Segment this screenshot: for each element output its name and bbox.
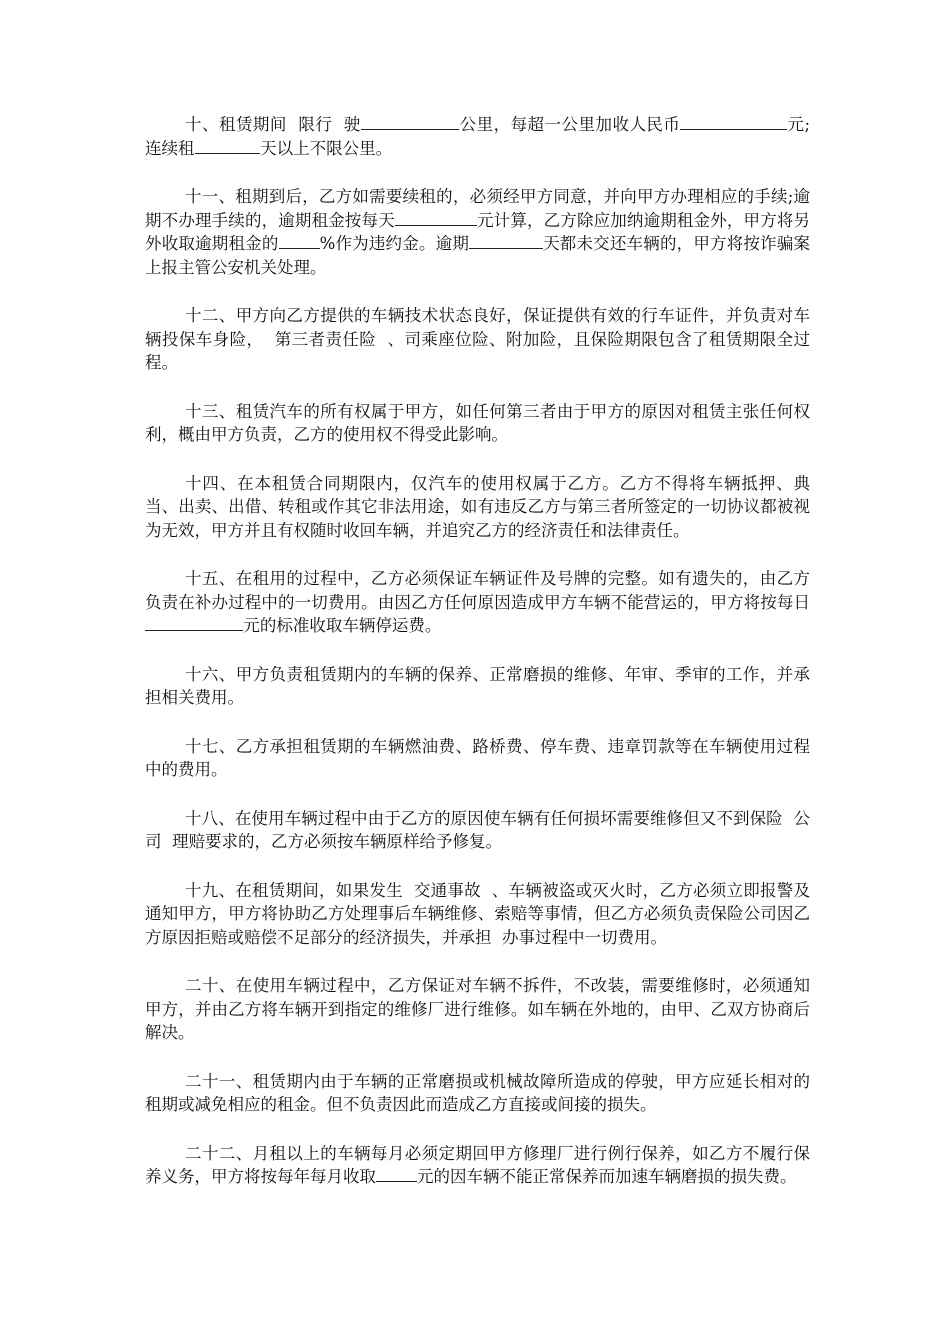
clause-10 <box>145 113 810 160</box>
fill-in-blank[interactable] <box>395 209 477 226</box>
clause-19 <box>145 879 810 950</box>
fill-in-blank[interactable] <box>469 232 543 249</box>
clause-13 <box>145 400 810 447</box>
clause-20 <box>145 974 810 1045</box>
fill-in-blank[interactable] <box>680 113 787 130</box>
clause-text: 十九、在租赁期间，如果发生 交通事故 、车辆被盗或灭火时，乙方必须立即报警及通知甲方，甲方将协助乙方处理事后车辆维修、索赔等事情，但乙方必须负责保险公司因乙方原因拒赔或赔偿不足部分的经济损失，并承担 办事过程中一切费用。 <box>145 880 810 947</box>
clause-text: 十、租赁期间 限行 驶 <box>185 115 361 134</box>
fill-in-blank[interactable] <box>279 232 320 249</box>
clause-text: 元的标准收取车辆停运费。 <box>243 616 442 635</box>
clause-text: 十三、租赁汽车的所有权属于甲方，如任何第三者由于甲方的原因对租赁主张任何权利，概由甲方负责，乙方的使用权不得受此影响。 <box>145 401 810 444</box>
clause-text: 二十一、租赁期内由于车辆的正常磨损或机械故障所造成的停驶，甲方应延长相对的租期或减免相应的租金。但不负责因此而造成乙方直接或间接的损失。 <box>145 1071 810 1114</box>
clause-17 <box>145 735 810 782</box>
fill-in-blank[interactable] <box>376 1165 417 1182</box>
clause-22 <box>145 1142 810 1189</box>
clause-text: 元计算，乙方除应加纳逾期租金外，甲方将另外收取逾期租金的 <box>145 210 811 253</box>
fill-in-blank[interactable] <box>195 137 261 154</box>
clause-text: 天以上不限公里。 <box>260 138 393 158</box>
clause-15 <box>145 567 810 638</box>
clause-21 <box>145 1070 810 1117</box>
clause-text: %作为违约金。逾期 <box>319 234 470 253</box>
clause-text: 十七、乙方承担租赁期的车辆燃油费、路桥费、停车费、违章罚款等在车辆使用过程中的费用。 <box>145 736 810 779</box>
clause-text: 十六、甲方负责租赁期内的车辆的保养、正常磨损的维修、年审、季审的工作，并承担相关费用。 <box>145 664 810 707</box>
clause-text: 二十、在使用车辆过程中，乙方保证对车辆不拆件，不改装，需要维修时，必须通知甲方，并由乙方将车辆开到指定的维修厂进行维修。如车辆在外地的，由甲、乙双方协商后解决。 <box>145 976 810 1042</box>
clause-14 <box>145 472 810 543</box>
clause-text: 十八、在使用车辆过程中由于乙方的原因使车辆有任何损坏需要维修但又不到保险 公司 理赔要求的，乙方必须按车辆原样给予修复。 <box>145 808 810 851</box>
clause-text: 天都未交还车辆的，甲方将按诈骗案上报主管公安机关处理。 <box>145 234 811 277</box>
clause-text: 元;连续租 <box>145 115 811 158</box>
clause-12 <box>145 304 810 375</box>
clause-text: 十一、租期到后，乙方如需要续租的，必须经甲方同意，并向甲方办理相应的手续;逾期不办理手续的，逾期租金按每天 <box>145 187 810 230</box>
clause-16 <box>145 663 810 710</box>
contract-clauses <box>145 113 810 1189</box>
contract-page <box>145 113 810 1214</box>
clause-text: 二十二、月租以上的车辆每月必须定期回甲方修理厂进行例行保养，如乙方不履行保养义务，甲方将按每年每月收取 <box>145 1143 810 1186</box>
clause-11 <box>145 185 810 279</box>
clause-text: 十五、在租用的过程中，乙方必须保证车辆证件及号牌的完整。如有遗失的，由乙方负责在补办过程中的一切费用。由因乙方任何原因造成甲方车辆不能营运的，甲方将按每日 <box>145 569 810 612</box>
fill-in-blank[interactable] <box>145 614 243 631</box>
clause-text: 元的因车辆不能正常保养而加速车辆磨损的损失费。 <box>417 1167 797 1186</box>
clause-text: 十二、甲方向乙方提供的车辆技术状态良好，保证提供有效的行车证件，并负责对车辆投保车身险， 第三者责任险 、司乘座位险、附加险，且保险期限包含了租赁期限全过程。 <box>145 306 810 372</box>
clause-text: 十四、在本租赁合同期限内，仅汽车的使用权属于乙方。乙方不得将车辆抵押、典当、出卖、出借、转租或作其它非法用途，如有违反乙方与第三者所签定的一切协议都被视为无效，甲方并且有权随时收回车辆，并追究乙方的经济责任和法律责任。 <box>145 473 810 540</box>
fill-in-blank[interactable] <box>361 113 459 130</box>
clause-text: 公里，每超一公里加收人民币 <box>459 115 681 134</box>
clause-18 <box>145 807 810 854</box>
